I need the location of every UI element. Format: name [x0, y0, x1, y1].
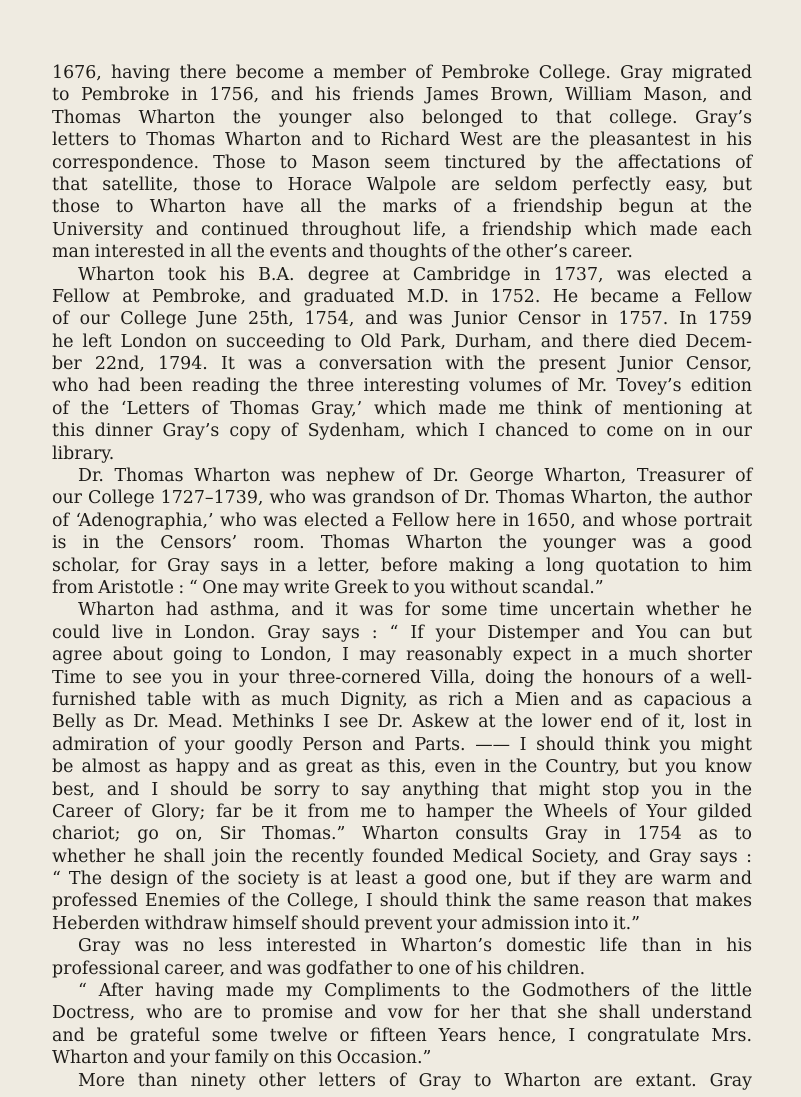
text-line: “ The design of the society is at least a good one, but if they are warm and	[52, 869, 752, 890]
text-line: of the ‘Letters of Thomas Gray,’ which made me think of mentioning at	[52, 398, 752, 419]
text-line: be almost as happy and as great as this, even in the Country, but you know	[52, 757, 752, 778]
text-line: who had been reading the three interesting volumes of Mr. Tovey’s edition	[52, 376, 752, 397]
paragraph-start-line: Wharton took his B.A. degree at Cambridge in 1737, was elected a	[78, 264, 752, 285]
text-line: admiration of your goodly Person and Parts. —— I should think you might	[52, 734, 752, 755]
text-line: scholar, for Gray says in a letter, before making a long quotation to him	[52, 555, 752, 576]
text-line: ber 22nd, 1794. It was a conversation with the present Junior Censor,	[52, 354, 752, 375]
text-line: Wharton and your family on this Occasion.”	[52, 1048, 432, 1069]
text-line: agree about going to London, I may reasonably expect in a much shorter	[52, 645, 752, 666]
text-line: library.	[52, 443, 115, 464]
text-line: from Aristotle : “ One may write Greek to you without scandal.”	[52, 577, 604, 598]
text-line: furnished table with as much Dignity, as rich a Mien and as capacious a	[52, 689, 752, 710]
text-line: of our College June 25th, 1754, and was Junior Censor in 1757. In 1759	[52, 309, 752, 330]
text-line: this dinner Gray’s copy of Sydenham, which I chanced to come on in our	[52, 421, 752, 442]
text-line: Doctress, who are to promise and vow for her that she shall understand	[52, 1003, 752, 1024]
paragraph-start-line: Dr. Thomas Wharton was nephew of Dr. George Wharton, Treasurer of	[78, 466, 752, 487]
text-line: correspondence. Those to Mason seem tinctured by the affectations of	[52, 152, 752, 173]
text-line: is in the Censors’ room. Thomas Wharton the younger was a good	[52, 533, 752, 554]
text-line: that satellite, those to Horace Walpole are seldom perfectly easy, but	[52, 174, 752, 195]
text-line: Fellow at Pembroke, and graduated M.D. in 1752. He became a Fellow	[52, 286, 752, 307]
text-line: Career of Glory; far be it from me to hamper the Wheels of Your gilded	[52, 801, 752, 822]
text-line: 1676, having there become a member of Pembroke College. Gray migrated	[52, 63, 752, 83]
text-line: whether he shall join the recently founded Medical Society, and Gray says :	[52, 846, 752, 867]
text-line: best, and I should be sorry to say anything that might stop you in the	[52, 779, 752, 800]
paragraph-start-line: “ After having made my Compliments to the Godmothers of the little	[78, 981, 752, 1002]
text-line: to Pembroke in 1756, and his friends James Brown, William Mason, and	[52, 85, 752, 106]
text-line: he left London on succeeding to Old Park, Durham, and there died Decem-	[52, 331, 752, 352]
text-line: professional career, and was godfather to one of his children.	[52, 958, 586, 979]
text-line: man interested in all the events and thoughts of the other’s career.	[52, 242, 633, 263]
paragraph-start-line: Gray was no less interested in Wharton’s domestic life than in his	[78, 936, 752, 957]
text-line: Heberden withdraw himself should prevent your admission into it.”	[52, 913, 641, 934]
text-line: Thomas Wharton the younger also belonged to that college. Gray’s	[52, 107, 752, 128]
paragraph-start-line: More than ninety other letters of Gray to Wharton are extant. Gray	[78, 1070, 752, 1091]
text-line: professed Enemies of the College, I should think the same reason that makes	[52, 891, 752, 912]
text-line: University and continued throughout life, a friendship which made each	[52, 219, 752, 240]
text-line: Time to see you in your three-cornered Villa, doing the honours of a well-	[52, 667, 752, 688]
text-line: Belly as Dr. Mead. Methinks I see Dr. Askew at the lower end of it, lost in	[52, 712, 752, 733]
text-line: our College 1727–1739, who was grandson of Dr. Thomas Wharton, the author	[52, 488, 752, 509]
text-line: of ‘Adenographia,’ who was elected a Fellow here in 1650, and whose portrait	[52, 510, 752, 531]
text-line: chariot; go on, Sir Thomas.” Wharton consults Gray in 1754 as to	[52, 824, 752, 845]
paragraph-start-line: Wharton had asthma, and it was for some time uncertain whether he	[78, 600, 752, 621]
body-text	[52, 62, 752, 1092]
text-line: and be grateful some twelve or fifteen Years hence, I congratulate Mrs.	[52, 1025, 752, 1046]
text-line: letters to Thomas Wharton and to Richard West are the pleasantest in his	[52, 130, 752, 151]
text-line: could live in London. Gray says : “ If your Distemper and You can but	[52, 622, 752, 643]
text-line: those to Wharton have all the marks of a friendship begun at the	[52, 197, 752, 218]
